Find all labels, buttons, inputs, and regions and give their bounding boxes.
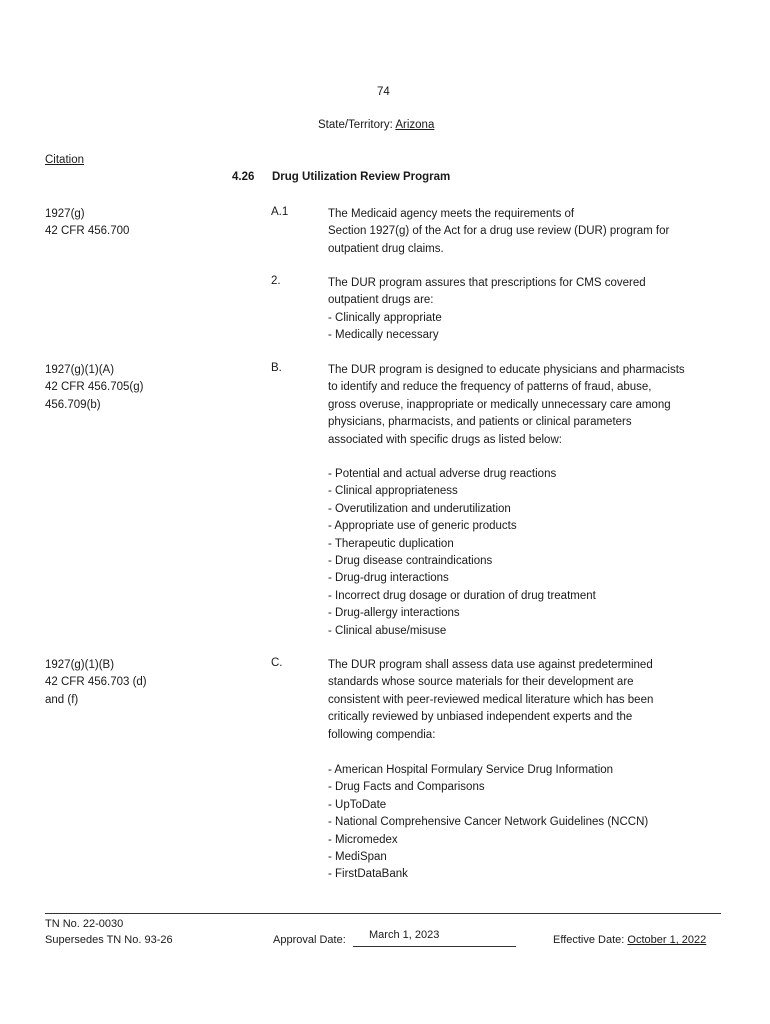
footer-rule	[45, 913, 721, 914]
list-item: - Clinical abuse/misuse	[328, 624, 447, 637]
approval-date-line	[353, 946, 516, 947]
item-label-a2: 2.	[271, 275, 281, 287]
text-line: physicians, pharmacists, and patients or clinical parameters	[328, 416, 632, 429]
list-item: - National Comprehensive Cancer Network Guidelines (NCCN)	[328, 816, 649, 829]
approval-date-value: March 1, 2023	[369, 929, 440, 941]
citation-c	[45, 657, 147, 709]
list-item: - Appropriate use of generic products	[328, 520, 517, 533]
list-item: - Drug-allergy interactions	[328, 607, 460, 620]
list-item: - MediSpan	[328, 851, 387, 864]
list-item: - FirstDataBank	[328, 868, 408, 881]
item-label-c: C.	[271, 657, 283, 669]
text-line: gross overuse, inappropriate or medically unnecessary care among	[328, 398, 671, 411]
citation-line: 1927(g)	[45, 208, 85, 220]
text-line: standards whose source materials for their development are	[328, 676, 634, 689]
text-line: The DUR program shall assess data use against predetermined	[328, 659, 653, 671]
citation-line: 42 CFR 456.703 (d)	[45, 676, 147, 689]
citation-a1	[45, 206, 129, 241]
citation-line: 1927(g)(1)(B)	[45, 659, 115, 671]
citation-heading: Citation	[45, 154, 84, 166]
list-item: - UpToDate	[328, 798, 387, 811]
item-label-a1: A.1	[271, 206, 289, 218]
text-line: - Clinically appropriate	[328, 311, 442, 324]
list-c	[328, 762, 648, 884]
approval-date-label: Approval Date:	[273, 934, 346, 946]
citation-line: 42 CFR 456.700	[45, 225, 130, 238]
text-line: following compendia:	[328, 728, 436, 741]
tn-number: TN No. 22-0030	[45, 918, 124, 930]
citation-line: and (f)	[45, 693, 79, 706]
list-item: - American Hospital Formulary Service Drug Information	[328, 764, 614, 776]
text-line: The DUR program assures that prescriptions for CMS covered	[328, 277, 646, 289]
list-item: - Incorrect drug dosage or duration of drug treatment	[328, 589, 596, 602]
item-text-a1	[328, 206, 669, 258]
state-line	[318, 119, 434, 131]
list-b	[328, 466, 596, 640]
supersedes-tn: Supersedes TN No. 93-26	[45, 934, 173, 946]
text-line: associated with specific drugs as listed below:	[328, 433, 562, 446]
item-label-b: B.	[271, 362, 282, 374]
effective-date-value: October 1, 2022	[627, 934, 707, 946]
text-line: The DUR program is designed to educate physicians and pharmacists	[328, 364, 685, 376]
text-line: outpatient drug claims.	[328, 242, 444, 255]
citation-line: 456.709(b)	[45, 398, 101, 411]
text-line: outpatient drugs are:	[328, 294, 434, 307]
citation-b	[45, 362, 143, 414]
text-line: consistent with peer-reviewed medical literature which has been	[328, 693, 654, 706]
text-line: critically reviewed by unbiased independent experts and the	[328, 711, 633, 724]
item-text-c	[328, 657, 653, 744]
item-text-a2	[328, 275, 646, 345]
effective-date-label: Effective Date:	[553, 934, 628, 946]
section-number: 4.26	[232, 171, 255, 183]
list-item: - Drug disease contraindications	[328, 555, 493, 568]
effective-date-line	[553, 934, 706, 946]
state-label: State/Territory:	[318, 119, 396, 131]
text-line: to identify and reduce the frequency of patterns of fraud, abuse,	[328, 381, 652, 394]
page-number: 74	[377, 86, 390, 98]
text-line: - Medically necessary	[328, 329, 439, 342]
text-line: Section 1927(g) of the Act for a drug use review (DUR) program for	[328, 225, 670, 238]
list-item: - Drug-drug interactions	[328, 572, 449, 585]
state-value: Arizona	[395, 119, 435, 131]
section-title: Drug Utilization Review Program	[272, 171, 451, 183]
item-text-b	[328, 362, 685, 449]
list-item: - Drug Facts and Comparisons	[328, 781, 485, 794]
list-item: - Micromedex	[328, 833, 398, 846]
list-item: - Therapeutic duplication	[328, 537, 454, 550]
list-item: - Clinical appropriateness	[328, 485, 458, 498]
list-item: - Potential and actual adverse drug reactions	[328, 468, 557, 480]
text-line: The Medicaid agency meets the requirements of	[328, 208, 575, 220]
citation-line: 1927(g)(1)(A)	[45, 364, 115, 376]
citation-line: 42 CFR 456.705(g)	[45, 381, 144, 394]
list-item: - Overutilization and underutilization	[328, 502, 511, 515]
